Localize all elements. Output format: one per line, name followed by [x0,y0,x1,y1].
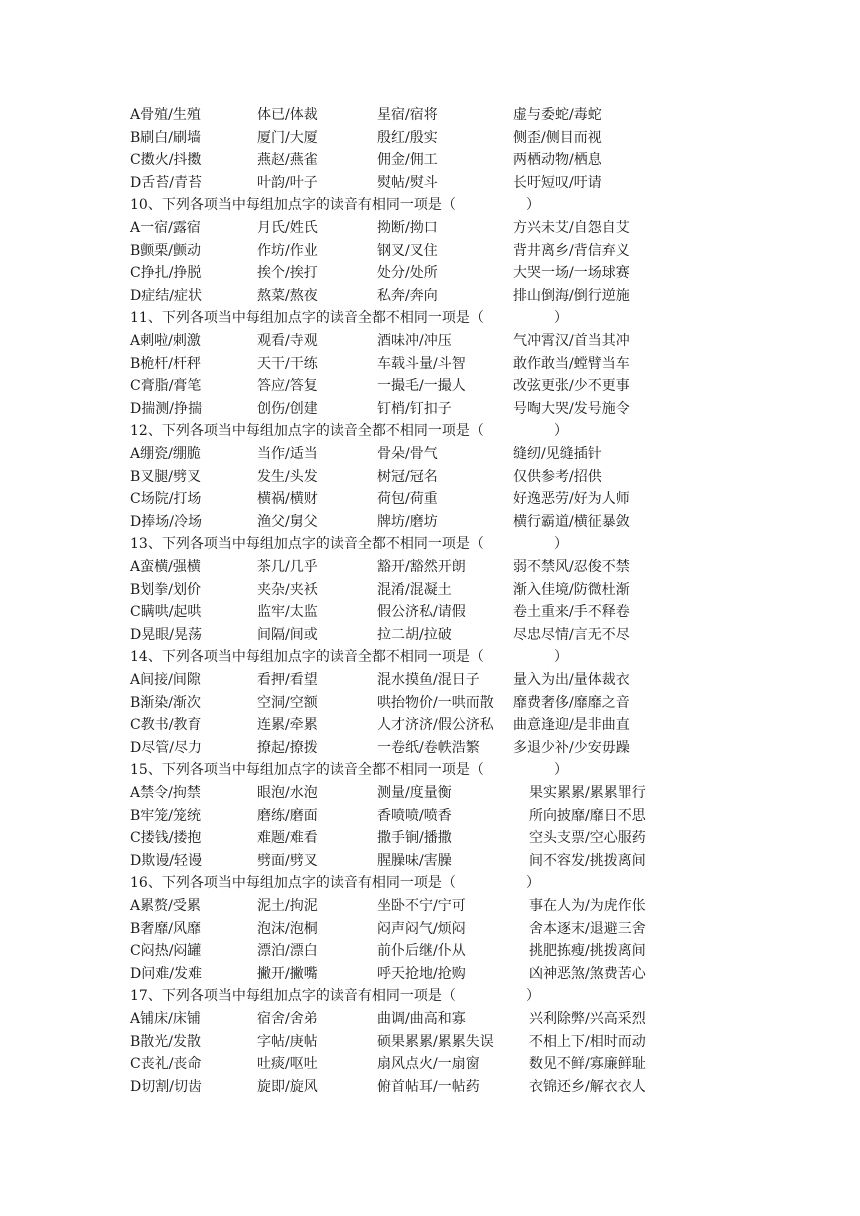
option-cell: 曲调/曲高和寡 [377,1011,466,1027]
option-label-cell: A间接/间隙 [130,672,201,688]
option-cell: 曲意逢迎/是非曲直 [513,717,630,734]
option-row [0,443,860,465]
answer-paren-close: ） [526,988,540,1005]
option-cell: 发生/头发 [257,468,318,485]
option-cell: 尽忠尽情/言无不尽 [513,626,630,643]
answer-paren-close: ） [526,875,540,892]
option-cell: 改弦更张/少不更事 [513,378,630,395]
option-cell: 难题/难看 [257,830,318,847]
option-row [0,1053,860,1075]
option-cell: 缝纫/见缝插针 [513,446,602,462]
option-row [0,579,860,601]
option-cell: 一撮毛/一撮人 [377,378,466,395]
option-cell: 测量/度量衡 [377,785,452,801]
option-cell: 舍本逐末/退避三舍 [529,920,646,937]
option-cell: 漂泊/漂白 [257,943,318,960]
option-label-cell: A绷瓷/绷脆 [130,446,201,462]
option-cell: 人才济济/假公济私 [377,717,494,734]
option-label-cell: A刺啦/刺激 [130,333,201,349]
option-row [0,466,860,488]
option-row [0,262,860,284]
option-cell: 燕赵/燕雀 [257,152,318,169]
option-label-cell: C挣扎/挣脱 [130,265,202,282]
option-row [0,669,860,691]
option-cell: 渐入佳境/防微杜渐 [513,581,630,598]
option-cell: 夹杂/夹袄 [257,581,318,598]
option-cell: 殷红/殷实 [377,129,438,146]
option-cell: 方兴未艾/自怨自艾 [513,220,630,236]
option-row [0,1031,860,1053]
option-cell: 衣锦还乡/解衣衣人 [529,1078,646,1095]
option-cell: 事在人为/为虎作伥 [529,898,646,914]
option-label-cell: C教书/教育 [130,717,202,734]
option-cell: 卷土重来/手不释卷 [513,604,630,621]
option-row [0,692,860,714]
option-row [0,330,860,352]
question-line [0,872,860,894]
question-text: 12、下列各项当中每组加点字的读音全都不相同一项是（ [130,423,484,440]
option-cell: 树冠/冠名 [377,468,438,485]
option-cell: 不相上下/相时而动 [529,1033,646,1050]
option-cell: 空头支票/空心服药 [529,830,646,847]
question-text: 11、下列各项当中每组加点字的读音全都不相同一项是（ [130,310,484,327]
answer-paren-close: ） [554,762,568,779]
option-cell: 佣金/佣工 [377,152,438,169]
option-cell: 混淆/混凝土 [377,581,452,598]
question-text: 10、下列各项当中每组加点字的读音有相同一项是（ [130,197,456,214]
option-cell: 前仆后继/仆从 [377,943,466,960]
option-cell: 果实累累/累累罪行 [529,785,646,801]
option-label-cell: D尽管/尽力 [130,739,202,756]
option-cell: 侧歪/侧目而视 [513,129,602,146]
option-cell: 间隔/间或 [257,626,318,643]
option-cell: 挑肥拣瘦/挑拨离间 [529,943,646,960]
option-cell: 酒味冲/冲压 [377,333,452,349]
question-text: 15、下列各项当中每组加点字的读音全都不相同一项是（ [130,762,484,779]
option-cell: 泡沫/泡桐 [257,920,318,937]
option-cell: 号啕大哭/发号施令 [513,400,630,417]
option-cell: 看押/看望 [257,672,318,688]
option-cell: 劈面/劈叉 [257,852,318,869]
option-label-cell: A一宿/露宿 [130,220,201,236]
option-cell: 敢作敢当/螳臂当车 [513,355,630,372]
option-cell: 扇风点火/一扇窗 [377,1056,480,1073]
option-cell: 星宿/宿将 [377,107,438,123]
option-row [0,488,860,510]
option-cell: 当作/适当 [257,446,318,462]
option-cell: 闷声闷气/烦闷 [377,920,466,937]
option-label-cell: B散光/发散 [130,1033,202,1050]
option-row [0,714,860,736]
option-cell: 熨帖/熨斗 [377,174,438,191]
option-label-cell: D问难/发难 [130,965,202,982]
answer-paren-close: ） [526,197,540,214]
option-cell: 厦门/大厦 [257,129,318,146]
option-row [0,556,860,578]
option-row [0,827,860,849]
option-cell: 背井离乡/背信弃义 [513,242,630,259]
option-cell: 宿舍/舍弟 [257,1011,318,1027]
option-cell: 月氏/姓氏 [257,220,318,236]
option-cell: 观看/寺观 [257,333,318,349]
option-cell: 哄抬物价/一哄而散 [377,694,494,711]
option-row [0,217,860,239]
option-cell: 撒手锏/播撒 [377,830,452,847]
option-cell: 两栖动物/栖息 [513,152,602,169]
option-cell: 大哭一场/一场球赛 [513,265,630,282]
option-label-cell: A蛮横/强横 [130,559,201,575]
option-cell: 兴利除弊/兴高采烈 [529,1011,646,1027]
option-label-cell: D捧场/冷场 [130,513,202,530]
option-row [0,104,860,126]
option-cell: 牌坊/磨坊 [377,513,438,530]
option-row [0,172,860,194]
option-row [0,895,860,917]
option-cell: 连累/牵累 [257,717,318,734]
option-row [0,782,860,804]
question-text: 17、下列各项当中每组加点字的读音有相同一项是（ [130,988,456,1005]
option-label-cell: C擞火/抖擞 [130,152,202,169]
option-cell: 磨练/磨面 [257,807,318,824]
option-cell: 吐痰/呕吐 [257,1056,318,1073]
option-cell: 腥臊味/害臊 [377,852,452,869]
option-label-cell: D症结/症状 [130,287,202,304]
option-row [0,1076,860,1098]
option-cell: 弱不禁风/忍俊不禁 [513,559,630,575]
option-row [0,149,860,171]
option-cell: 所向披靡/靡日不思 [529,807,646,824]
option-label-cell: B奢靡/风靡 [130,920,202,937]
option-row [0,1008,860,1030]
option-cell: 撩起/撩拨 [257,739,318,756]
option-cell: 钉梢/钉扣子 [377,400,452,417]
option-label-cell: B渐染/渐次 [130,694,202,711]
question-text: 14、下列各项当中每组加点字的读音全都不相同一项是（ [130,649,484,666]
option-row [0,398,860,420]
option-label-cell: A铺床/床铺 [130,1011,201,1027]
question-line [0,533,860,555]
option-label-cell: B桅杆/杆秤 [130,355,202,372]
option-label-cell: D欺谩/轻谩 [130,852,202,869]
option-label-cell: C膏脂/膏笔 [130,378,202,395]
option-row [0,940,860,962]
option-cell: 字帖/庚帖 [257,1033,318,1050]
option-row [0,127,860,149]
option-cell: 长吁短叹/吁请 [513,174,602,191]
option-cell: 虚与委蛇/毒蛇 [513,107,602,123]
option-cell: 监牢/太监 [257,604,318,621]
option-label-cell: C瞒哄/起哄 [130,604,202,621]
option-cell: 撇开/撇嘴 [257,965,318,982]
option-cell: 好逸恶劳/好为人师 [513,491,630,508]
option-cell: 凶神恶煞/煞费苦心 [529,965,646,982]
option-label-cell: D晃眼/晃荡 [130,626,202,643]
option-cell: 拗断/拗口 [377,220,438,236]
option-cell: 作坊/作业 [257,242,318,259]
option-cell: 混水摸鱼/混日子 [377,672,480,688]
question-line [0,420,860,442]
option-row [0,737,860,759]
option-label-cell: A累赘/受累 [130,898,201,914]
option-cell: 车载斗量/斗智 [377,355,466,372]
option-cell: 叶韵/叶子 [257,174,318,191]
option-cell: 假公济私/请假 [377,604,466,621]
option-cell: 横祸/横财 [257,491,318,508]
question-line [0,985,860,1007]
option-row [0,285,860,307]
option-cell: 答应/答复 [257,378,318,395]
option-cell: 钢叉/叉住 [377,242,438,259]
question-line [0,646,860,668]
option-label-cell: B叉腿/劈叉 [130,468,202,485]
option-cell: 排山倒海/倒行逆施 [513,287,630,304]
question-text: 16、下列各项当中每组加点字的读音有相同一项是（ [130,875,456,892]
answer-paren-close: ） [554,423,568,440]
option-cell: 骨朵/骨气 [377,446,438,462]
option-cell: 靡费奢侈/靡靡之音 [513,694,630,711]
option-row [0,624,860,646]
option-cell: 呼天抢地/抢购 [377,965,466,982]
option-cell: 熬菜/熬夜 [257,287,318,304]
option-label-cell: B颤栗/颤动 [130,242,202,259]
option-cell: 体已/体裁 [257,107,318,123]
option-label-cell: C丧礼/丧命 [130,1056,202,1073]
option-label-cell: D切割/切齿 [130,1078,202,1095]
option-label-cell: D舌苔/青苔 [130,174,202,191]
option-label-cell: A禁令/拘禁 [130,785,201,801]
option-row [0,375,860,397]
option-row [0,918,860,940]
option-cell: 空洞/空额 [257,694,318,711]
option-cell: 私奔/奔向 [377,287,438,304]
option-cell: 泥土/拘泥 [257,898,318,914]
option-cell: 渔父/舅父 [257,513,318,530]
option-cell: 香喷喷/喷香 [377,807,452,824]
option-cell: 一卷纸/卷帙浩繁 [377,739,480,756]
option-cell: 硕果累累/累累失误 [377,1033,494,1050]
option-cell: 间不容发/挑拨离间 [529,852,646,869]
option-cell: 挨个/挨打 [257,265,318,282]
question-line [0,194,860,216]
option-row [0,963,860,985]
option-label-cell: C搂钱/搂抱 [130,830,202,847]
option-label-cell: A骨殖/生殖 [130,107,201,123]
option-cell: 荷包/荷重 [377,491,438,508]
option-cell: 仅供参考/招供 [513,468,602,485]
option-cell: 创伤/创建 [257,400,318,417]
question-text: 13、下列各项当中每组加点字的读音全都不相同一项是（ [130,536,484,553]
option-cell: 俯首帖耳/一帖药 [377,1078,480,1095]
question-line [0,759,860,781]
option-row [0,601,860,623]
option-cell: 旋即/旋风 [257,1078,318,1095]
option-row [0,850,860,872]
option-cell: 多退少补/少安毋躁 [513,739,630,756]
option-row [0,240,860,262]
option-cell: 横行霸道/横征暴敛 [513,513,630,530]
option-label-cell: B牢笼/笼统 [130,807,202,824]
option-cell: 豁开/豁然开朗 [377,559,466,575]
option-label-cell: B刷白/刷墙 [130,129,202,146]
option-cell: 拉二胡/拉破 [377,626,452,643]
option-cell: 气冲霄汉/首当其冲 [513,333,630,349]
option-row [0,353,860,375]
option-cell: 数见不鲜/寡廉鲜耻 [529,1056,646,1073]
answer-paren-close: ） [554,536,568,553]
option-cell: 茶几/几乎 [257,559,318,575]
option-label-cell: B划拳/划价 [130,581,202,598]
option-label-cell: C闷热/闷罐 [130,943,202,960]
option-label-cell: D揣测/挣揣 [130,400,202,417]
question-line [0,307,860,329]
answer-paren-close: ） [554,649,568,666]
answer-paren-close: ） [554,310,568,327]
option-cell: 处分/处所 [377,265,438,282]
option-cell: 眼泡/水泡 [257,785,318,801]
option-label-cell: C场院/打场 [130,491,202,508]
option-cell: 天干/干练 [257,355,318,372]
option-row [0,511,860,533]
option-row [0,805,860,827]
option-cell: 量入为出/量体裁衣 [513,672,630,688]
option-cell: 坐卧不宁/宁可 [377,898,466,914]
